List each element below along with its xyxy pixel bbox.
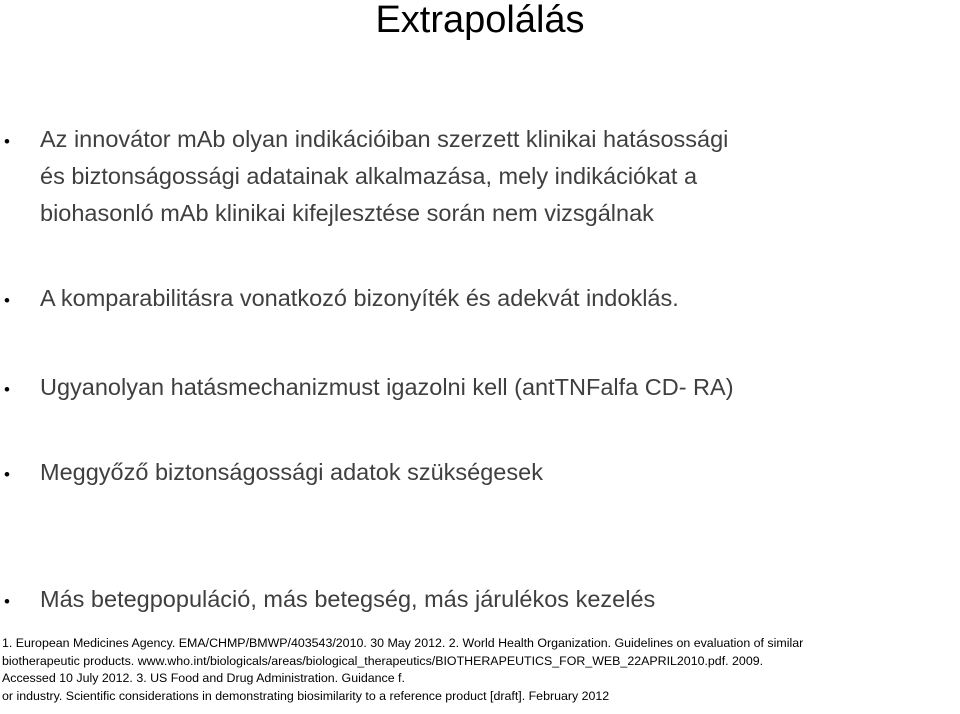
bullet-text bbox=[40, 280, 940, 317]
bullet-line: és biztonságossági adatainak alkalmazása, mely indikációkat a bbox=[40, 163, 698, 189]
bullet-line: biohasonló mAb klinikai kifejlesztése során nem vizsgálnak bbox=[40, 200, 654, 226]
bullet-line: Más betegpopuláció, más betegség, más járulékos kezelés bbox=[40, 586, 656, 612]
reference-line: 1. European Medicines Agency. EMA/CHMP/BMWP/403543/2010. 30 May 2012. 2. World Health Organization. Guidelines on evaluation of similar bbox=[2, 636, 804, 650]
reference-line: or industry. Scientific considerations in demonstrating biosimilarity to a reference product [draft]. February 2012 bbox=[2, 688, 610, 703]
bullet-text bbox=[40, 369, 940, 406]
reference-line: biotherapeutic products. www.who.int/biologicals/areas/biological_therapeutics/BIOTHERAPEUTICS_FOR_WEB_22APRIL2010.pdf. 2009. bbox=[2, 653, 764, 668]
bullet-icon: • bbox=[4, 132, 10, 151]
bullet-line: Az innovátor mAb olyan indikációiban szerzett klinikai hatásossági bbox=[40, 126, 729, 152]
reference-line: Accessed 10 July 2012. 3. US Food and Drug Administration. Guidance f. bbox=[2, 671, 405, 686]
bullet-line: A komparabilitásra vonatkozó bizonyíték és adekvát indoklás. bbox=[40, 285, 679, 311]
slide-title: Extrapolálás bbox=[375, 0, 585, 41]
bullet-icon: • bbox=[4, 291, 10, 310]
bullet-icon: • bbox=[4, 592, 10, 611]
bullet-text bbox=[40, 454, 940, 491]
bullet-text bbox=[40, 581, 940, 618]
bullet-icon: • bbox=[4, 380, 10, 399]
bullet-icon: • bbox=[4, 465, 10, 484]
bullet-text bbox=[40, 121, 940, 232]
references bbox=[2, 635, 958, 705]
bullet-line: Ugyanolyan hatásmechanizmust igazolni kell (antTNFalfa CD- RA) bbox=[40, 374, 734, 400]
bullet-line: Meggyőző biztonságossági adatok szükségesek bbox=[40, 459, 543, 485]
